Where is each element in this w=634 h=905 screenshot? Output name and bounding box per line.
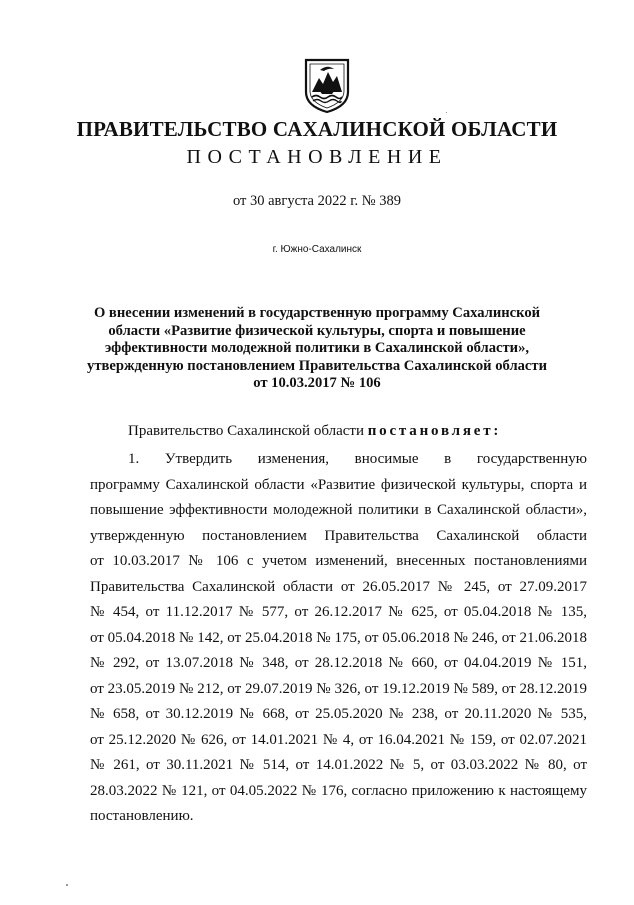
body-line: № 261, от 30.11.2021 № 514, от 14.01.2022 № 5, от 03.03.2022 № 80, от <box>90 757 587 773</box>
subject-line: утвержденную постановлением Правительства Сахалинской области <box>87 357 547 374</box>
preamble-emphasis: постановляет: <box>367 423 502 439</box>
body-line: № 292, от 13.07.2018 № 348, от 28.12.2018 № 660, от 04.04.2019 № 151, <box>90 655 587 671</box>
subject-line: эффективности молодежной политики в Сахалинской области», <box>104 340 530 356</box>
subject-line: области «Развитие физической культуры, спорта и повышение <box>108 322 526 339</box>
body-line: программу Сахалинской области «Развитие физической культуры, спорта и <box>90 477 587 493</box>
subject-line: от 10.03.2017 № 106 <box>253 375 381 391</box>
body-line: 1. Утвердить изменения, вносимые в государственную <box>128 451 587 467</box>
scan-speck <box>66 884 68 886</box>
scan-speck <box>446 112 447 113</box>
body-line: от 10.03.2017 № 106 с учетом изменений, внесенных постановлениями <box>90 553 587 569</box>
document-subject <box>80 305 554 393</box>
body-line: от 25.12.2020 № 626, от 14.01.2021 № 4, от 16.04.2021 № 159, от 02.07.2021 <box>90 732 587 748</box>
body-line: от 05.04.2018 № 142, от 25.04.2018 № 175, от 05.06.2018 № 246, от 21.06.2018 <box>90 630 587 646</box>
preamble-text: Правительство Сахалинской области <box>128 423 368 439</box>
body-line: постановлению. <box>90 808 194 824</box>
body-line: Правительства Сахалинской области от 26.05.2017 № 245, от 27.09.2017 <box>90 579 587 595</box>
document-date: от 30 августа 2022 г. № 389 <box>232 193 402 209</box>
body-line: утвержденную постановлением Правительства Сахалинской области <box>90 528 587 544</box>
document-city: г. Южно-Сахалинск <box>272 244 362 255</box>
body-line: повышение эффективности молодежной политики в Сахалинской области», <box>90 502 587 518</box>
body-line: № 658, от 30.12.2019 № 668, от 25.05.2020 № 238, от 20.11.2020 № 535, <box>90 706 587 722</box>
body-line: 28.03.2022 № 121, от 04.05.2022 № 176, согласно приложению к настоящему <box>90 783 587 799</box>
document-type: ПОСТАНОВЛЕНИЕ <box>186 146 448 168</box>
government-title: ПРАВИТЕЛЬСТВО САХАЛИНСКОЙ ОБЛАСТИ <box>76 117 558 141</box>
coat-of-arms-icon <box>302 58 352 114</box>
body-line: от 23.05.2019 № 212, от 29.07.2019 № 326, от 19.12.2019 № 589, от 28.12.2019 <box>90 681 587 697</box>
body-line: № 454, от 11.12.2017 № 577, от 26.12.2017 № 625, от 05.04.2018 № 135, <box>90 604 587 620</box>
preamble <box>128 423 501 440</box>
subject-line: О внесении изменений в государственную программу Сахалинской <box>93 305 541 321</box>
